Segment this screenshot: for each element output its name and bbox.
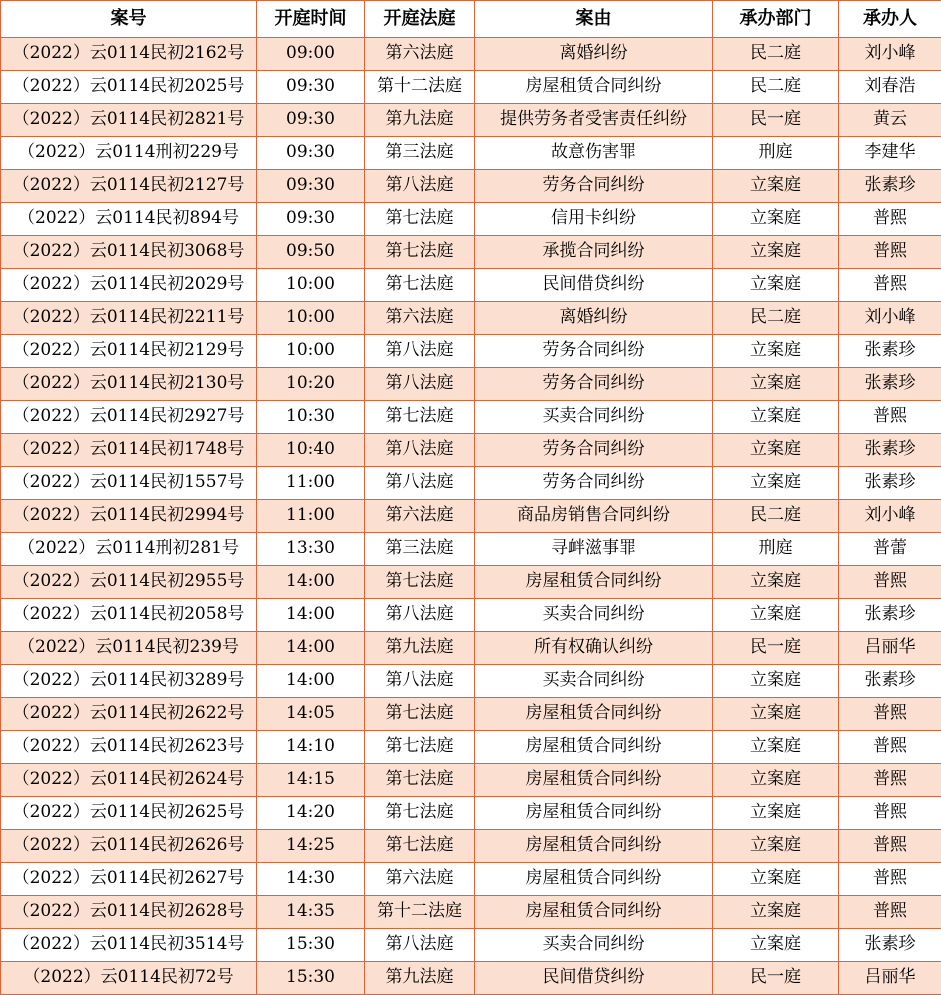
table-row — [1, 665, 941, 698]
cell-cause-of-action: 房屋租赁合同纠纷 — [475, 830, 713, 863]
cell-hearing-time: 14:20 — [257, 797, 365, 830]
cell-hearing-time: 14:35 — [257, 896, 365, 929]
cell-hearing-time: 15:30 — [257, 962, 365, 995]
table-row — [1, 698, 941, 731]
cell-courtroom: 第八法庭 — [365, 599, 475, 632]
table-row — [1, 137, 941, 170]
cell-judge: 张素珍 — [839, 335, 941, 368]
cell-courtroom: 第六法庭 — [365, 302, 475, 335]
cell-hearing-time: 10:00 — [257, 269, 365, 302]
cell-case-number: （2022）云0114民初894号 — [1, 203, 257, 236]
cell-judge: 张素珍 — [839, 170, 941, 203]
cell-cause-of-action: 买卖合同纠纷 — [475, 599, 713, 632]
cell-courtroom: 第八法庭 — [365, 467, 475, 500]
cell-cause-of-action: 房屋租赁合同纠纷 — [475, 731, 713, 764]
cell-department: 立案庭 — [713, 698, 839, 731]
cell-judge: 张素珍 — [839, 665, 941, 698]
cell-cause-of-action: 劳务合同纠纷 — [475, 335, 713, 368]
cell-courtroom: 第八法庭 — [365, 170, 475, 203]
cell-case-number: （2022）云0114刑初229号 — [1, 137, 257, 170]
cell-courtroom: 第三法庭 — [365, 533, 475, 566]
cell-judge: 普熙 — [839, 830, 941, 863]
cell-judge: 普熙 — [839, 566, 941, 599]
cell-hearing-time: 13:30 — [257, 533, 365, 566]
cell-hearing-time: 09:30 — [257, 170, 365, 203]
cell-hearing-time: 14:25 — [257, 830, 365, 863]
cell-courtroom: 第七法庭 — [365, 830, 475, 863]
table-row — [1, 797, 941, 830]
cell-cause-of-action: 离婚纠纷 — [475, 38, 713, 71]
table-row — [1, 830, 941, 863]
cell-cause-of-action: 房屋租赁合同纠纷 — [475, 566, 713, 599]
cell-department: 立案庭 — [713, 566, 839, 599]
cell-judge: 普熙 — [839, 698, 941, 731]
table-row — [1, 38, 941, 71]
cell-case-number: （2022）云0114民初2628号 — [1, 896, 257, 929]
cell-hearing-time: 14:05 — [257, 698, 365, 731]
cell-case-number: （2022）云0114民初1748号 — [1, 434, 257, 467]
table-row — [1, 401, 941, 434]
cell-cause-of-action: 离婚纠纷 — [475, 302, 713, 335]
table-row — [1, 929, 941, 962]
cell-department: 民二庭 — [713, 500, 839, 533]
cell-case-number: （2022）云0114民初2025号 — [1, 71, 257, 104]
cell-courtroom: 第八法庭 — [365, 665, 475, 698]
cell-judge: 刘小峰 — [839, 38, 941, 71]
column-header-cause-of-action: 案由 — [475, 1, 713, 38]
cell-case-number: （2022）云0114民初2955号 — [1, 566, 257, 599]
cell-case-number: （2022）云0114民初2211号 — [1, 302, 257, 335]
cell-cause-of-action: 民间借贷纠纷 — [475, 962, 713, 995]
cell-hearing-time: 09:30 — [257, 203, 365, 236]
table-row — [1, 302, 941, 335]
cell-hearing-time: 14:00 — [257, 665, 365, 698]
cell-department: 立案庭 — [713, 434, 839, 467]
table-row — [1, 335, 941, 368]
cell-judge: 刘春浩 — [839, 71, 941, 104]
table-row — [1, 962, 941, 995]
cell-hearing-time: 10:20 — [257, 368, 365, 401]
table-row — [1, 863, 941, 896]
cell-judge: 吕丽华 — [839, 632, 941, 665]
cell-case-number: （2022）云0114民初3289号 — [1, 665, 257, 698]
cell-cause-of-action: 买卖合同纠纷 — [475, 665, 713, 698]
cell-case-number: （2022）云0114民初3068号 — [1, 236, 257, 269]
cell-courtroom: 第八法庭 — [365, 929, 475, 962]
cell-hearing-time: 10:00 — [257, 302, 365, 335]
column-header-hearing-time: 开庭时间 — [257, 1, 365, 38]
cell-department: 民一庭 — [713, 104, 839, 137]
cell-case-number: （2022）云0114民初2127号 — [1, 170, 257, 203]
cell-hearing-time: 14:00 — [257, 632, 365, 665]
cell-case-number: （2022）云0114民初239号 — [1, 632, 257, 665]
cell-department: 立案庭 — [713, 368, 839, 401]
cell-case-number: （2022）云0114民初2162号 — [1, 38, 257, 71]
cell-judge: 普熙 — [839, 896, 941, 929]
table-row — [1, 269, 941, 302]
column-header-courtroom: 开庭法庭 — [365, 1, 475, 38]
cell-case-number: （2022）云0114民初2058号 — [1, 599, 257, 632]
cell-courtroom: 第八法庭 — [365, 368, 475, 401]
cell-judge: 普熙 — [839, 797, 941, 830]
cell-courtroom: 第六法庭 — [365, 38, 475, 71]
cell-courtroom: 第六法庭 — [365, 500, 475, 533]
cell-department: 民一庭 — [713, 962, 839, 995]
cell-case-number: （2022）云0114民初72号 — [1, 962, 257, 995]
cell-hearing-time: 09:30 — [257, 137, 365, 170]
cell-judge: 黄云 — [839, 104, 941, 137]
cell-courtroom: 第七法庭 — [365, 401, 475, 434]
cell-case-number: （2022）云0114民初2626号 — [1, 830, 257, 863]
cell-department: 立案庭 — [713, 863, 839, 896]
cell-case-number: （2022）云0114民初3514号 — [1, 929, 257, 962]
table-row — [1, 434, 941, 467]
cell-cause-of-action: 所有权确认纠纷 — [475, 632, 713, 665]
cell-courtroom: 第七法庭 — [365, 203, 475, 236]
cell-department: 立案庭 — [713, 830, 839, 863]
cell-courtroom: 第六法庭 — [365, 863, 475, 896]
table-row — [1, 632, 941, 665]
cell-department: 立案庭 — [713, 335, 839, 368]
cell-department: 立案庭 — [713, 203, 839, 236]
cell-courtroom: 第九法庭 — [365, 104, 475, 137]
cell-hearing-time: 09:00 — [257, 38, 365, 71]
cell-cause-of-action: 信用卡纠纷 — [475, 203, 713, 236]
cell-courtroom: 第十二法庭 — [365, 71, 475, 104]
table-header-row — [1, 1, 941, 38]
cell-department: 立案庭 — [713, 797, 839, 830]
cell-cause-of-action: 劳务合同纠纷 — [475, 467, 713, 500]
cell-department: 立案庭 — [713, 170, 839, 203]
cell-cause-of-action: 劳务合同纠纷 — [475, 434, 713, 467]
cell-judge: 普熙 — [839, 401, 941, 434]
cell-department: 刑庭 — [713, 533, 839, 566]
cell-cause-of-action: 故意伤害罪 — [475, 137, 713, 170]
cell-hearing-time: 11:00 — [257, 467, 365, 500]
cell-cause-of-action: 房屋租赁合同纠纷 — [475, 896, 713, 929]
cell-department: 立案庭 — [713, 599, 839, 632]
cell-department: 立案庭 — [713, 764, 839, 797]
cell-judge: 普熙 — [839, 236, 941, 269]
table-body — [1, 38, 941, 995]
cell-cause-of-action: 买卖合同纠纷 — [475, 401, 713, 434]
table-row — [1, 104, 941, 137]
cell-judge: 张素珍 — [839, 467, 941, 500]
cell-hearing-time: 09:30 — [257, 104, 365, 137]
cell-judge: 普熙 — [839, 269, 941, 302]
cell-courtroom: 第七法庭 — [365, 764, 475, 797]
table-row — [1, 71, 941, 104]
cell-case-number: （2022）云0114民初2623号 — [1, 731, 257, 764]
cell-department: 立案庭 — [713, 269, 839, 302]
table-row — [1, 566, 941, 599]
cell-courtroom: 第八法庭 — [365, 434, 475, 467]
cell-judge: 刘小峰 — [839, 500, 941, 533]
cell-hearing-time: 09:30 — [257, 71, 365, 104]
cell-department: 立案庭 — [713, 467, 839, 500]
cell-case-number: （2022）云0114民初2821号 — [1, 104, 257, 137]
cell-hearing-time: 14:00 — [257, 599, 365, 632]
cell-department: 立案庭 — [713, 929, 839, 962]
table-row — [1, 731, 941, 764]
cell-judge: 李建华 — [839, 137, 941, 170]
cell-courtroom: 第九法庭 — [365, 962, 475, 995]
cell-cause-of-action: 房屋租赁合同纠纷 — [475, 797, 713, 830]
cell-cause-of-action: 房屋租赁合同纠纷 — [475, 764, 713, 797]
cell-judge: 张素珍 — [839, 599, 941, 632]
cell-judge: 普熙 — [839, 731, 941, 764]
table-row — [1, 533, 941, 566]
column-header-department: 承办部门 — [713, 1, 839, 38]
cell-hearing-time: 14:10 — [257, 731, 365, 764]
cell-department: 刑庭 — [713, 137, 839, 170]
cell-department: 立案庭 — [713, 731, 839, 764]
cell-department: 民二庭 — [713, 71, 839, 104]
cell-department: 立案庭 — [713, 401, 839, 434]
cell-judge: 张素珍 — [839, 434, 941, 467]
cell-case-number: （2022）云0114民初2625号 — [1, 797, 257, 830]
cell-courtroom: 第九法庭 — [365, 632, 475, 665]
cell-courtroom: 第七法庭 — [365, 566, 475, 599]
cell-department: 民二庭 — [713, 302, 839, 335]
cell-department: 民二庭 — [713, 38, 839, 71]
cell-case-number: （2022）云0114民初2624号 — [1, 764, 257, 797]
cell-hearing-time: 10:30 — [257, 401, 365, 434]
table-row — [1, 896, 941, 929]
cell-judge: 普熙 — [839, 203, 941, 236]
cell-courtroom: 第七法庭 — [365, 797, 475, 830]
cell-cause-of-action: 寻衅滋事罪 — [475, 533, 713, 566]
cell-judge: 张素珍 — [839, 368, 941, 401]
cell-cause-of-action: 民间借贷纠纷 — [475, 269, 713, 302]
cell-judge: 普蕾 — [839, 533, 941, 566]
table-row — [1, 467, 941, 500]
table-row — [1, 764, 941, 797]
column-header-case-number: 案号 — [1, 1, 257, 38]
table-row — [1, 500, 941, 533]
cell-cause-of-action: 房屋租赁合同纠纷 — [475, 71, 713, 104]
cell-case-number: （2022）云0114民初2622号 — [1, 698, 257, 731]
cell-case-number: （2022）云0114民初2627号 — [1, 863, 257, 896]
cell-judge: 张素珍 — [839, 929, 941, 962]
cell-cause-of-action: 劳务合同纠纷 — [475, 368, 713, 401]
cell-judge: 吕丽华 — [839, 962, 941, 995]
cell-cause-of-action: 承揽合同纠纷 — [475, 236, 713, 269]
cell-judge: 普熙 — [839, 764, 941, 797]
cell-cause-of-action: 买卖合同纠纷 — [475, 929, 713, 962]
cell-courtroom: 第三法庭 — [365, 137, 475, 170]
cell-hearing-time: 14:00 — [257, 566, 365, 599]
table-row — [1, 368, 941, 401]
cell-courtroom: 第七法庭 — [365, 698, 475, 731]
cell-case-number: （2022）云0114民初2129号 — [1, 335, 257, 368]
cell-case-number: （2022）云0114民初2029号 — [1, 269, 257, 302]
cell-courtroom: 第八法庭 — [365, 335, 475, 368]
cell-cause-of-action: 房屋租赁合同纠纷 — [475, 863, 713, 896]
cell-courtroom: 第七法庭 — [365, 731, 475, 764]
cell-cause-of-action: 劳务合同纠纷 — [475, 170, 713, 203]
table-row — [1, 170, 941, 203]
cell-cause-of-action: 提供劳务者受害责任纠纷 — [475, 104, 713, 137]
cell-hearing-time: 14:30 — [257, 863, 365, 896]
cell-courtroom: 第七法庭 — [365, 236, 475, 269]
table-row — [1, 203, 941, 236]
cell-department: 立案庭 — [713, 236, 839, 269]
cell-case-number: （2022）云0114民初2994号 — [1, 500, 257, 533]
cell-courtroom: 第十二法庭 — [365, 896, 475, 929]
cell-department: 立案庭 — [713, 665, 839, 698]
table-row — [1, 236, 941, 269]
cell-hearing-time: 10:00 — [257, 335, 365, 368]
cell-cause-of-action: 商品房销售合同纠纷 — [475, 500, 713, 533]
cell-courtroom: 第七法庭 — [365, 269, 475, 302]
cell-department: 立案庭 — [713, 896, 839, 929]
cell-case-number: （2022）云0114民初2130号 — [1, 368, 257, 401]
cell-hearing-time: 09:50 — [257, 236, 365, 269]
cell-judge: 刘小峰 — [839, 302, 941, 335]
cell-hearing-time: 14:15 — [257, 764, 365, 797]
column-header-judge: 承办人 — [839, 1, 941, 38]
cell-case-number: （2022）云0114民初1557号 — [1, 467, 257, 500]
cell-department: 民一庭 — [713, 632, 839, 665]
cell-hearing-time: 15:30 — [257, 929, 365, 962]
cell-judge: 普熙 — [839, 863, 941, 896]
cell-case-number: （2022）云0114民初2927号 — [1, 401, 257, 434]
cell-cause-of-action: 房屋租赁合同纠纷 — [475, 698, 713, 731]
cell-hearing-time: 10:40 — [257, 434, 365, 467]
cell-case-number: （2022）云0114刑初281号 — [1, 533, 257, 566]
cell-hearing-time: 11:00 — [257, 500, 365, 533]
table-row — [1, 599, 941, 632]
